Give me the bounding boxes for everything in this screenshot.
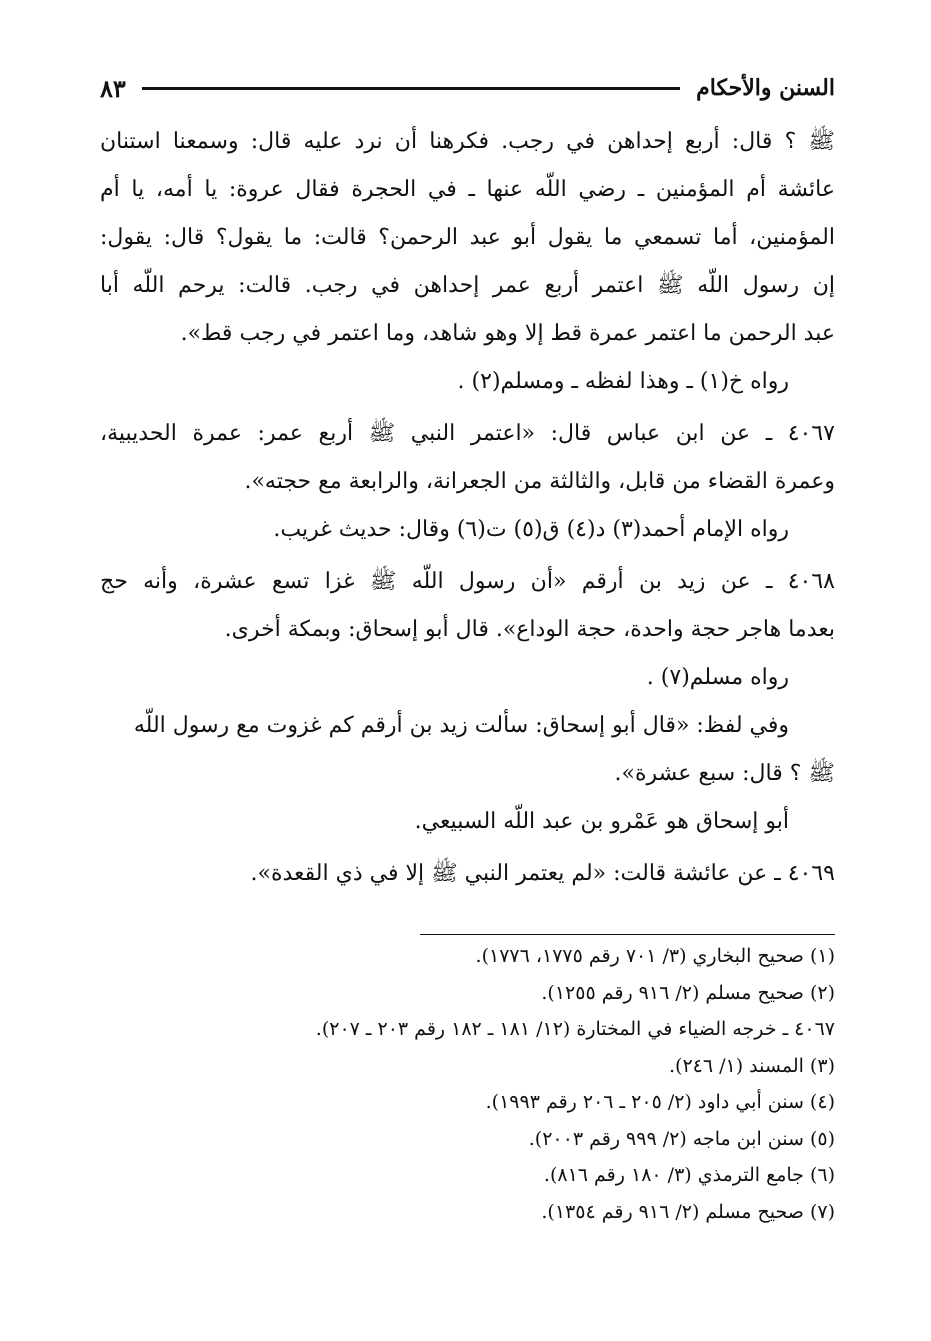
text-line: عبد الرحمن ما اعتمر عمرة قط إلا وهو شاهد، وما اعتمر في رجب قط».	[180, 321, 835, 346]
hadith-4067-line: ٤٠٦٧ ـ عن ابن عباس قال: «اعتمر النبي ﷺ أربع عمر: عمرة الحديبية،	[100, 421, 835, 446]
narration-line: رواه خ(١) ـ وهذا لفظه ـ ومسلم(٢) .	[457, 369, 789, 394]
footnote: (٦) جامع الترمذي (٣/ ١٨٠ رقم ٨١٦).	[543, 1164, 835, 1186]
note-line: أبو إسحاق هو عَمْرو بن عبد اللّه السبيعي.	[414, 809, 789, 834]
text-line: عائشة أم المؤمنين ـ رضي اللّه عنها ـ في الحجرة فقال عروة: يا أمه، يا أم	[100, 177, 835, 202]
hadith-4069-line: ٤٠٦٩ ـ عن عائشة قالت: «لم يعتمر النبي ﷺ إلا في ذي القعدة».	[250, 861, 835, 886]
text-line: ﷺ ؟ قال: أربع إحداهن في رجب. فكرهنا أن نرد عليه قال: وسمعنا استنان	[100, 129, 835, 154]
footnote: ٤٠٦٧ ـ خرجه الضياء في المختارة (١٢/ ١٨١ ـ ١٨٢ رقم ٢٠٣ ـ ٢٠٧).	[315, 1018, 835, 1040]
page-header	[100, 66, 835, 110]
main-text	[100, 118, 835, 898]
footnote: (٥) سنن ابن ماجه (٢/ ٩٩٩ رقم ٢٠٠٣).	[528, 1127, 835, 1150]
text-line: بعدما هاجر حجة واحدة، حجة الوداع». قال أبو إسحاق: وبمكة أخرى.	[224, 617, 835, 642]
text-line: إن رسول اللّه ﷺ اعتمر أربع عمر إحداهن في رجب. قالت: يرحم اللّه أبا	[100, 273, 835, 298]
footnote-divider	[420, 934, 835, 935]
text-line: وفي لفظ: «قال أبو إسحاق: سألت زيد بن أرقم كم غزوت مع رسول اللّه	[133, 713, 789, 738]
narration-line: رواه مسلم(٧) .	[646, 665, 789, 690]
hadith-4068-line: ٤٠٦٨ ـ عن زيد بن أرقم «أن رسول اللّه ﷺ غزا تسع عشرة، وأنه حج	[100, 569, 835, 594]
footnote: (٢) صحيح مسلم (٢/ ٩١٦ رقم ١٢٥٥).	[541, 981, 835, 1004]
footnote: (٣) المسند (١/ ٢٤٦).	[668, 1054, 835, 1077]
footnote: (٤) سنن أبي داود (٢/ ٢٠٥ ـ ٢٠٦ رقم ١٩٩٣).	[485, 1091, 835, 1113]
header-rule	[142, 87, 680, 90]
text-line: المؤمنين، أما تسمعي ما يقول أبو عبد الرحمن؟ قالت: ما يقول؟ قال: يقول:	[100, 225, 835, 250]
text-line: وعمرة القضاء من قابل، والثالثة من الجعرانة، والرابعة مع حجته».	[244, 469, 835, 494]
narration-line: رواه الإمام أحمد(٣) د(٤) ق(٥) ت(٦) وقال: حديث غريب.	[273, 517, 789, 542]
footnote: (١) صحيح البخاري (٣/ ٧٠١ رقم ١٧٧٥، ١٧٧٦).	[475, 945, 835, 967]
running-title: السنن والأحكام	[696, 75, 835, 101]
footnotes	[100, 938, 835, 1230]
footnote: (٧) صحيح مسلم (٢/ ٩١٦ رقم ١٣٥٤).	[541, 1200, 835, 1223]
page-number: ٨٣	[100, 73, 126, 103]
text-line: ﷺ ؟ قال: سبع عشرة».	[614, 761, 835, 786]
